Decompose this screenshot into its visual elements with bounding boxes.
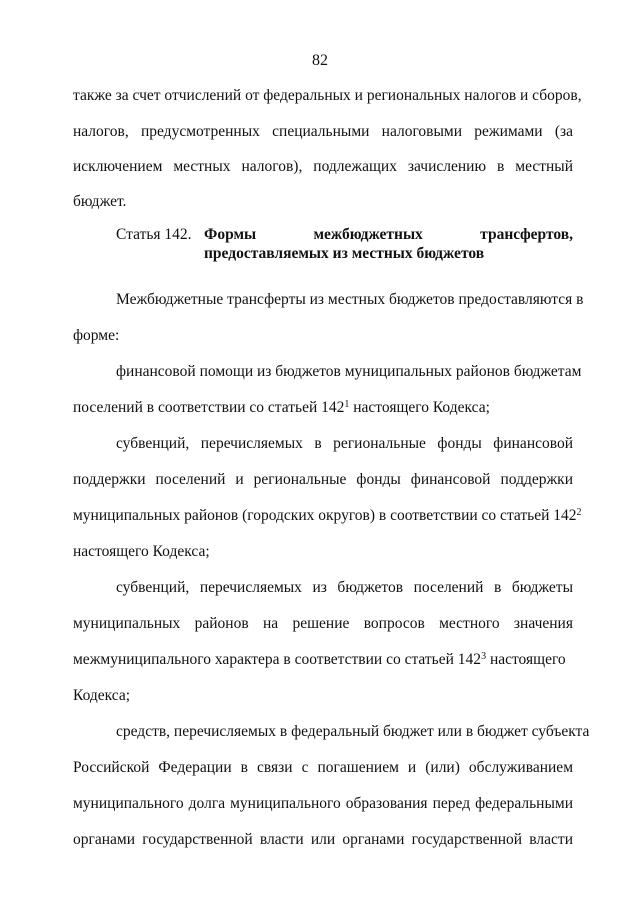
intro-line-1: также за счет отчислений от федеральных и региональных налогов и сборов,: [73, 87, 582, 104]
p4-line-3-tail: настоящего: [486, 651, 566, 668]
p3-line-3-text: муниципальных районов (городских округов) в соответствии со статьей 142: [73, 507, 577, 524]
intro-line-2: налогов, предусмотренных специальными налоговыми режимами (за: [73, 123, 573, 140]
p3-footnote-sup: 2: [576, 507, 582, 518]
p5-line-4: органами государственной власти или органами государственной власти: [73, 831, 573, 848]
p5-line-3: муниципального долга муниципального образования перед федеральными: [73, 795, 573, 812]
p1-line-1: Межбюджетные трансферты из местных бюджетов предоставляются в: [116, 291, 584, 308]
p4-line-3: [73, 650, 566, 670]
p5-line-1: средств, перечисляемых в федеральный бюджет или в бюджет субъекта: [116, 723, 590, 740]
article-title-line-2: предоставляемых из местных бюджетов: [204, 245, 485, 262]
article-title-line-1: Формы межбюджетных трансфертов,: [204, 226, 573, 243]
p2-line-2-tail: настоящего Кодекса;: [349, 399, 490, 416]
p4-line-3-text: межмуниципального характера в соответствии со статьей 142: [73, 651, 482, 668]
p3-line-2: поддержки поселений и региональные фонды финансовой поддержки: [73, 471, 573, 488]
p4-footnote-sup: 3: [481, 651, 487, 662]
p4-line-1: субвенций, перечисляемых из бюджетов поселений в бюджеты: [116, 579, 573, 596]
p2-line-2: [73, 398, 490, 418]
intro-line-4: бюджет.: [73, 193, 127, 210]
p2-footnote-sup: 1: [344, 399, 350, 410]
p3-line-1: субвенций, перечисляемых в региональные фонды финансовой: [116, 435, 573, 452]
p5-line-2: Российской Федерации в связи с погашением и (или) обслуживанием: [73, 759, 573, 776]
p3-line-3: [73, 506, 582, 526]
p1-line-2: форме:: [73, 327, 120, 344]
page-number: 82: [312, 52, 328, 69]
p2-line-1: финансовой помощи из бюджетов муниципальных районов бюджетам: [116, 363, 582, 380]
p3-line-4: настоящего Кодекса;: [73, 543, 210, 560]
p2-line-2-text: поселений в соответствии со статьей 142: [73, 399, 345, 416]
article-label: Статья 142.: [116, 226, 192, 243]
p4-line-2: муниципальных районов на решение вопросов местного значения: [73, 615, 573, 632]
intro-line-3: исключением местных налогов), подлежащих зачислению в местный: [73, 158, 573, 175]
p4-line-4: Кодекса;: [73, 687, 131, 704]
